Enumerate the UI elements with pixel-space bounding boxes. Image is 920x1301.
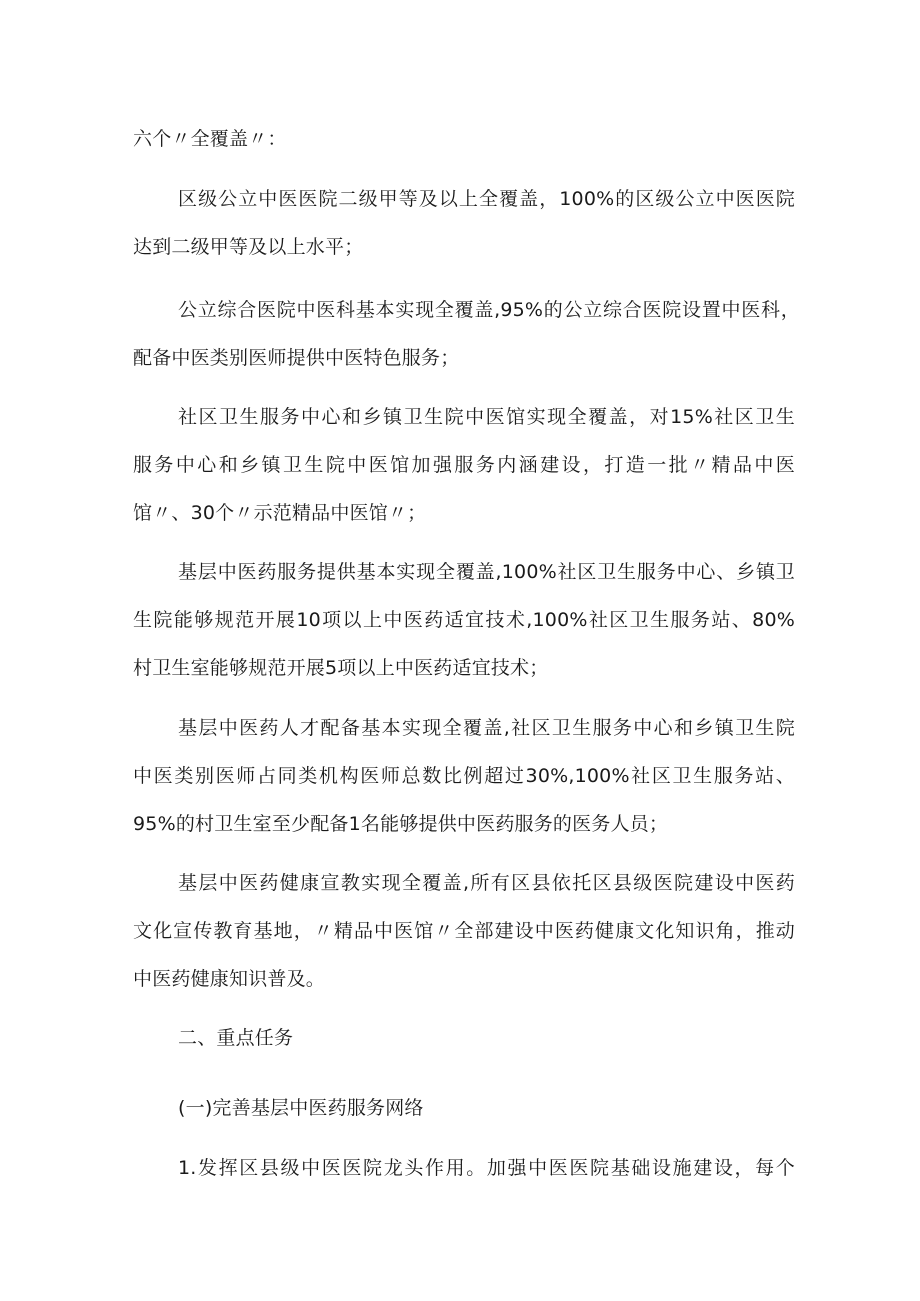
paragraph-line: 生院能够规范开展10项以上中医药适宜技术,100%社区卫生服务站、80%: [133, 609, 795, 631]
paragraph-line: 1.发挥区县级中医医院龙头作用。加强中医医院基础设施建设，每个: [178, 1157, 795, 1179]
paragraph-line: 服务中心和乡镇卫生院中医馆加强服务内涵建设，打造一批〃精品中医: [133, 454, 795, 476]
section-heading-six-coverage: 六个〃全覆盖〃：: [133, 128, 287, 150]
paragraph-line: 公立综合医院中医科基本实现全覆盖,95%的公立综合医院设置中医科，: [178, 299, 800, 321]
paragraph-line: 村卫生室能够规范开展5项以上中医药适宜技术；: [133, 657, 549, 679]
section-heading-key-tasks: 二、重点任务: [178, 1027, 294, 1049]
paragraph-line: 95%的村卫生室至少配备1名能够提供中医药服务的医务人员；: [133, 813, 669, 835]
paragraph-line: 中医类别医师占同类机构医师总数比例超过30%,100%社区卫生服务站、: [133, 765, 795, 787]
paragraph-line: 文化宣传教育基地，〃精品中医馆〃全部建设中医药健康文化知识角，推动: [133, 920, 795, 942]
paragraph-line: 中医药健康知识普及。: [133, 968, 326, 990]
paragraph-line: 基层中医药人才配备基本实现全覆盖,社区卫生服务中心和乡镇卫生院: [178, 717, 795, 739]
paragraph-line: 区级公立中医医院二级甲等及以上全覆盖，100%的区级公立中医医院: [178, 188, 795, 210]
paragraph-line: 达到二级甲等及以上水平；: [133, 236, 364, 258]
subsection-heading: (一)完善基层中医药服务网络: [178, 1097, 424, 1119]
paragraph-line: 基层中医药健康宣教实现全覆盖,所有区县依托区县级医院建设中医药: [178, 872, 795, 894]
paragraph-line: 社区卫生服务中心和乡镇卫生院中医馆实现全覆盖，对15%社区卫生: [178, 406, 795, 428]
paragraph-line: 基层中医药服务提供基本实现全覆盖,100%社区卫生服务中心、乡镇卫: [178, 561, 795, 583]
paragraph-line: 馆〃、30个〃示范精品中医馆〃；: [133, 502, 427, 524]
paragraph-line: 配备中医类别医师提供中医特色服务；: [133, 347, 460, 369]
